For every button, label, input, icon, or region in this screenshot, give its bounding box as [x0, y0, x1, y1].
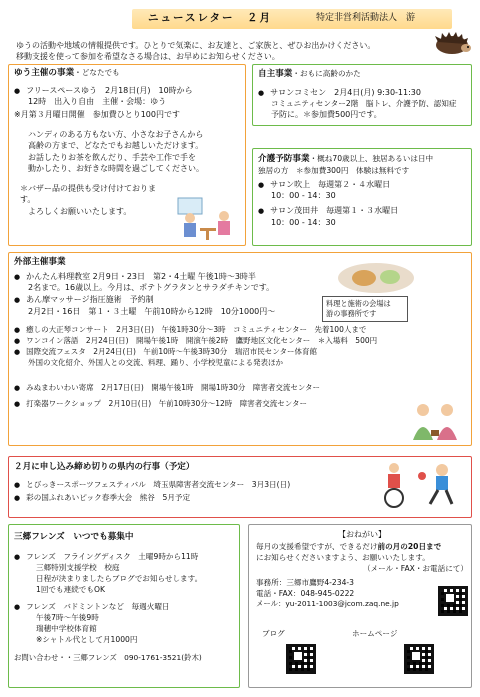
hedgehog-icon [432, 30, 472, 56]
yu-events-section: ゆう主催の事業・どなたでも ● フリースペースゆう 2月18日(月) 10時から 12時 出入り自由 主催・会場：ゆう ※月第３月曜日開催 参加費ひとり100円です ハンディのある方もない方、小さなお子さんから 高齢の方まで、どなたでもお越しいただけます。 お話したりお茶を飲んだり、手芸や工作で手を 動かしたり、お好きな時間を過ごしてください。 ＊バザー品の提供も受け付けております。 よろしくお願いいたします。 [14, 68, 244, 218]
running-kid-icon [416, 462, 460, 510]
wheelchair-player-icon [376, 460, 412, 508]
friends-section: 三郷フレンズ いつでも募集中 ● フレンズ フライングディスク 土曜9時から11時 三郷特別支援学校 校庭 日程が決まりましたらブログでお知らせします。 1回でも連続でもOK ● フレンズ バドミントンなど 毎週火曜日 午後7時～午後9時 瑞穂中学校体育館 ※シャトル代として月1000円 お問い合わせ・・三郷フレンズ 090-1761-3521(鈴木) [14, 532, 238, 664]
org-name: 特定非営利活動法人 游 [316, 13, 416, 23]
homepage-label: ホームページ [352, 629, 398, 638]
cafe-illustration-icon [172, 196, 242, 242]
kennai-section: ２月に申し込み締め切りの県内の行事（予定） ● とびっきースポーツフェスティバル 埼玉県障害者交流センター 3月3日(日) ● 彩の国ふれあいピック春季大会 熊谷 5月予定 [14, 462, 374, 503]
homepage-qr-icon[interactable] [404, 644, 434, 674]
intro-text: ゆうの活動や地域の情報提供です。ひとりで気楽に、お友達と、ご家族と、ぜひお出かけください。 移動支援を使って参加を希望なさる場合は、お早めにお知らせください。 [16, 41, 376, 62]
old-couple-illustration-icon [405, 400, 465, 442]
kaigo-section: 介護予防事業・概ね70歳以上、独居あるいは日中 独居の方 ＊参加費300円 体験は無料です ● サロン吹上 毎週第２・４水曜日 10：00 - 14：30 ● サロン茂田井 毎週第１・３水曜日 10：00 - 14：30 [258, 154, 470, 228]
venue-note: 料理と施術の会場は 游の事務所です [322, 296, 408, 322]
onegai-section: 【おねがい】 毎月の支援希望ですが、できるだけ前の月の20日まで にお知らせくださいますよう、お願いいたします。 （メール・FAX・お電話にて） 事務所：三郷市鷹野4-234-3 電話・FAX：048-945-0222 メール：yu-2011-1003@jcom.zaq.ne.jp [256, 530, 468, 608]
blog-qr-icon[interactable] [286, 644, 316, 674]
jishu-section: 自主事業・おもに高齢のかた ● サロンコミセン 2月4日(月) 9:30-11:30 コミュニティセンター2階 脳トレ、介護予防、認知症 予防に。＊参加費500円です。 [258, 69, 470, 121]
gaibu-section: 外部主催事業 ● かんたん料理教室 2月9日・23日 第2・4土曜 午後1時～3時半 2名まで。16歳以上。今月は、ポテトグラタンとサラダチキンです。 ● あん摩マッサージ指圧施術 予約制 2月2日・16日 第１・３土曜 午前10時から12時 10分1000円～ ● 癒しの大正琴コンサート 2月3日(日) 午後1時30分～3時 コミュニティセンター 先着100人まで ● ワンコイン落語 2月24日(日) 開場午後1時 開演午後2時 鷹野地区文化センター ＊入場料 500円 ● 国際交流フェスタ 2月24日(日) 午前10時～午後3時30分 瑞沼市民センター体育館 外国の文化紹介、外国人との交流、料理、踊り、小学校児童による発表ほか ● みぬまわいわい寄席 2月17日(日) 開場午後1時 開場1時30分 障害者交流センター ● 打楽器ワークショップ 2月10日(日) 午前10時30分～12時 障害者交流センター [14, 257, 469, 410]
blog-label: ブログ [262, 629, 285, 638]
food-photo-icon [336, 262, 416, 294]
qr-code-icon[interactable] [438, 586, 468, 616]
page-title: ニュースレター ２月 [148, 12, 273, 24]
